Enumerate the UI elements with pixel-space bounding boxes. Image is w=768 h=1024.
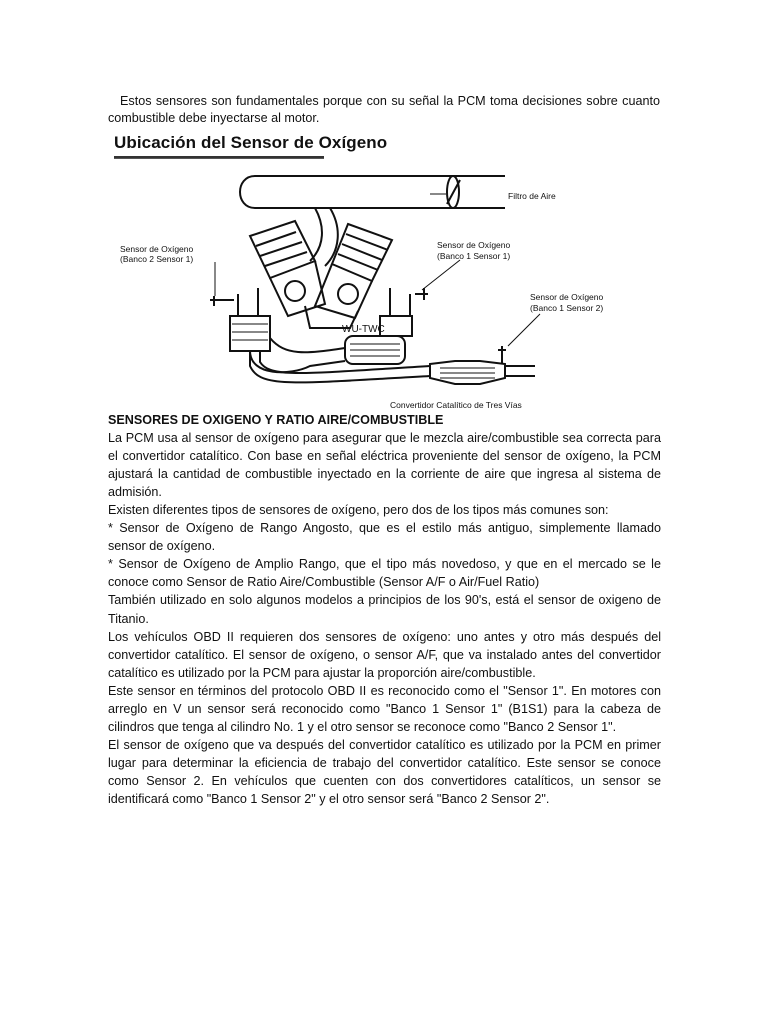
paragraph-pcm-usage: La PCM usa al sensor de oxígeno para asegurar que le mezcla aire/combustible sea correcta para el convertidor catalítico. Con base en señal eléctrica proveniente del sensor de oxígeno, la PCM ajustará la cantidad de combustible inyectado en la corriente de aire que ingresa al sistema de admisión. [108, 431, 661, 500]
main-exhaust-pipe [250, 351, 430, 382]
left-sensor-label-line2: (Banco 2 Sensor 1) [120, 254, 194, 264]
paragraph-sensor-1: Este sensor en términos del protocolo OBD II es reconocido como el "Sensor 1". En motores con arreglo en V un sensor será reconocido como "Banco 1 Sensor 1" (B1S1) para la cabeza de cilindros que tenga al cilindro No. 1 y el otro sensor se reconoce como "Banco 2 Sensor 1". [108, 683, 661, 734]
intro-text: Estos sensores son fundamentales porque con su señal la PCM toma decisiones sobre cuanto combustible debe inyectarse al motor. [108, 94, 660, 125]
paragraph-narrow-range: * Sensor de Oxígeno de Rango Angosto, que es el estilo más antiguo, simplemente llamado sensor de oxígeno. [108, 521, 661, 554]
downstream-sensor-label-line1: Sensor de Oxígeno [530, 292, 604, 302]
body-text [108, 411, 661, 808]
right-exhaust-manifold [380, 288, 412, 336]
left-exhaust-manifold [230, 288, 270, 351]
paragraph-sensor-types: Existen diferentes tipos de sensores de oxígeno, pero dos de los tipos más comunes son: [108, 503, 609, 518]
intake-duct [240, 176, 505, 208]
left-cylinder-bank [250, 221, 325, 316]
paragraph-sensor-2: El sensor de oxígeno que va después del convertidor catalítico es utilizado por la PCM en primer lugar para determinar la eficiencia de trabajo del convertidor catalítico. Este sensor se conoce como Sensor 2. En vehículos que cuenten con dos convertidores catalíticos, un sensor se identificará como "Banco 1 Sensor 2" y el otro sensor será "Banco 2 Sensor 2". [108, 737, 661, 806]
paragraph-obd2: Los vehículos OBD II requieren dos sensores de oxígeno: uno antes y otro más después del convertidor catalítico. El sensor de oxígeno, o sensor A/F, que va instalado antes del convertidor catalítico es utilizado por la PCM para ajustar la proporción aire/combustible. [108, 629, 661, 680]
left-sensor-label-line1: Sensor de Oxígeno [120, 244, 194, 254]
oxygen-sensor-diagram [110, 166, 604, 414]
right-oxygen-sensor [415, 288, 428, 300]
right-sensor-label-line2: (Banco 1 Sensor 1) [437, 251, 511, 261]
right-sensor-label-line1: Sensor de Oxígeno [437, 240, 511, 250]
air-filter-label: Filtro de Aire [508, 191, 556, 201]
intro-paragraph [108, 93, 660, 127]
section-title: Ubicación del Sensor de Oxígeno [114, 133, 388, 152]
tail-pipe [505, 366, 535, 376]
wu-twc-label: WU-TWC [342, 324, 385, 335]
downstream-sensor-label-line2: (Banco 1 Sensor 2) [530, 303, 604, 313]
left-oxygen-sensor [210, 296, 234, 306]
title-underline [114, 156, 324, 159]
right-cylinder-bank [315, 224, 392, 318]
downstream-oxygen-sensor [498, 346, 506, 364]
converter-label: Convertidor Catalítico de Tres Vías [390, 400, 522, 410]
body-heading: SENSORES DE OXIGENO Y RATIO AIRE/COMBUSTIBLE [108, 413, 444, 427]
paragraph-wide-range: * Sensor de Oxígeno de Amplio Rango, que el tipo más novedoso, y que en el mercado se le conoce como Sensor de Ratio Aire/Combustible (Sensor A/F o Air/Fuel Ratio) [108, 557, 661, 590]
paragraph-titanium: También utilizado en solo algunos modelos a principios de los 90's, está el sensor de oxigeno de Titanio. [108, 593, 661, 626]
